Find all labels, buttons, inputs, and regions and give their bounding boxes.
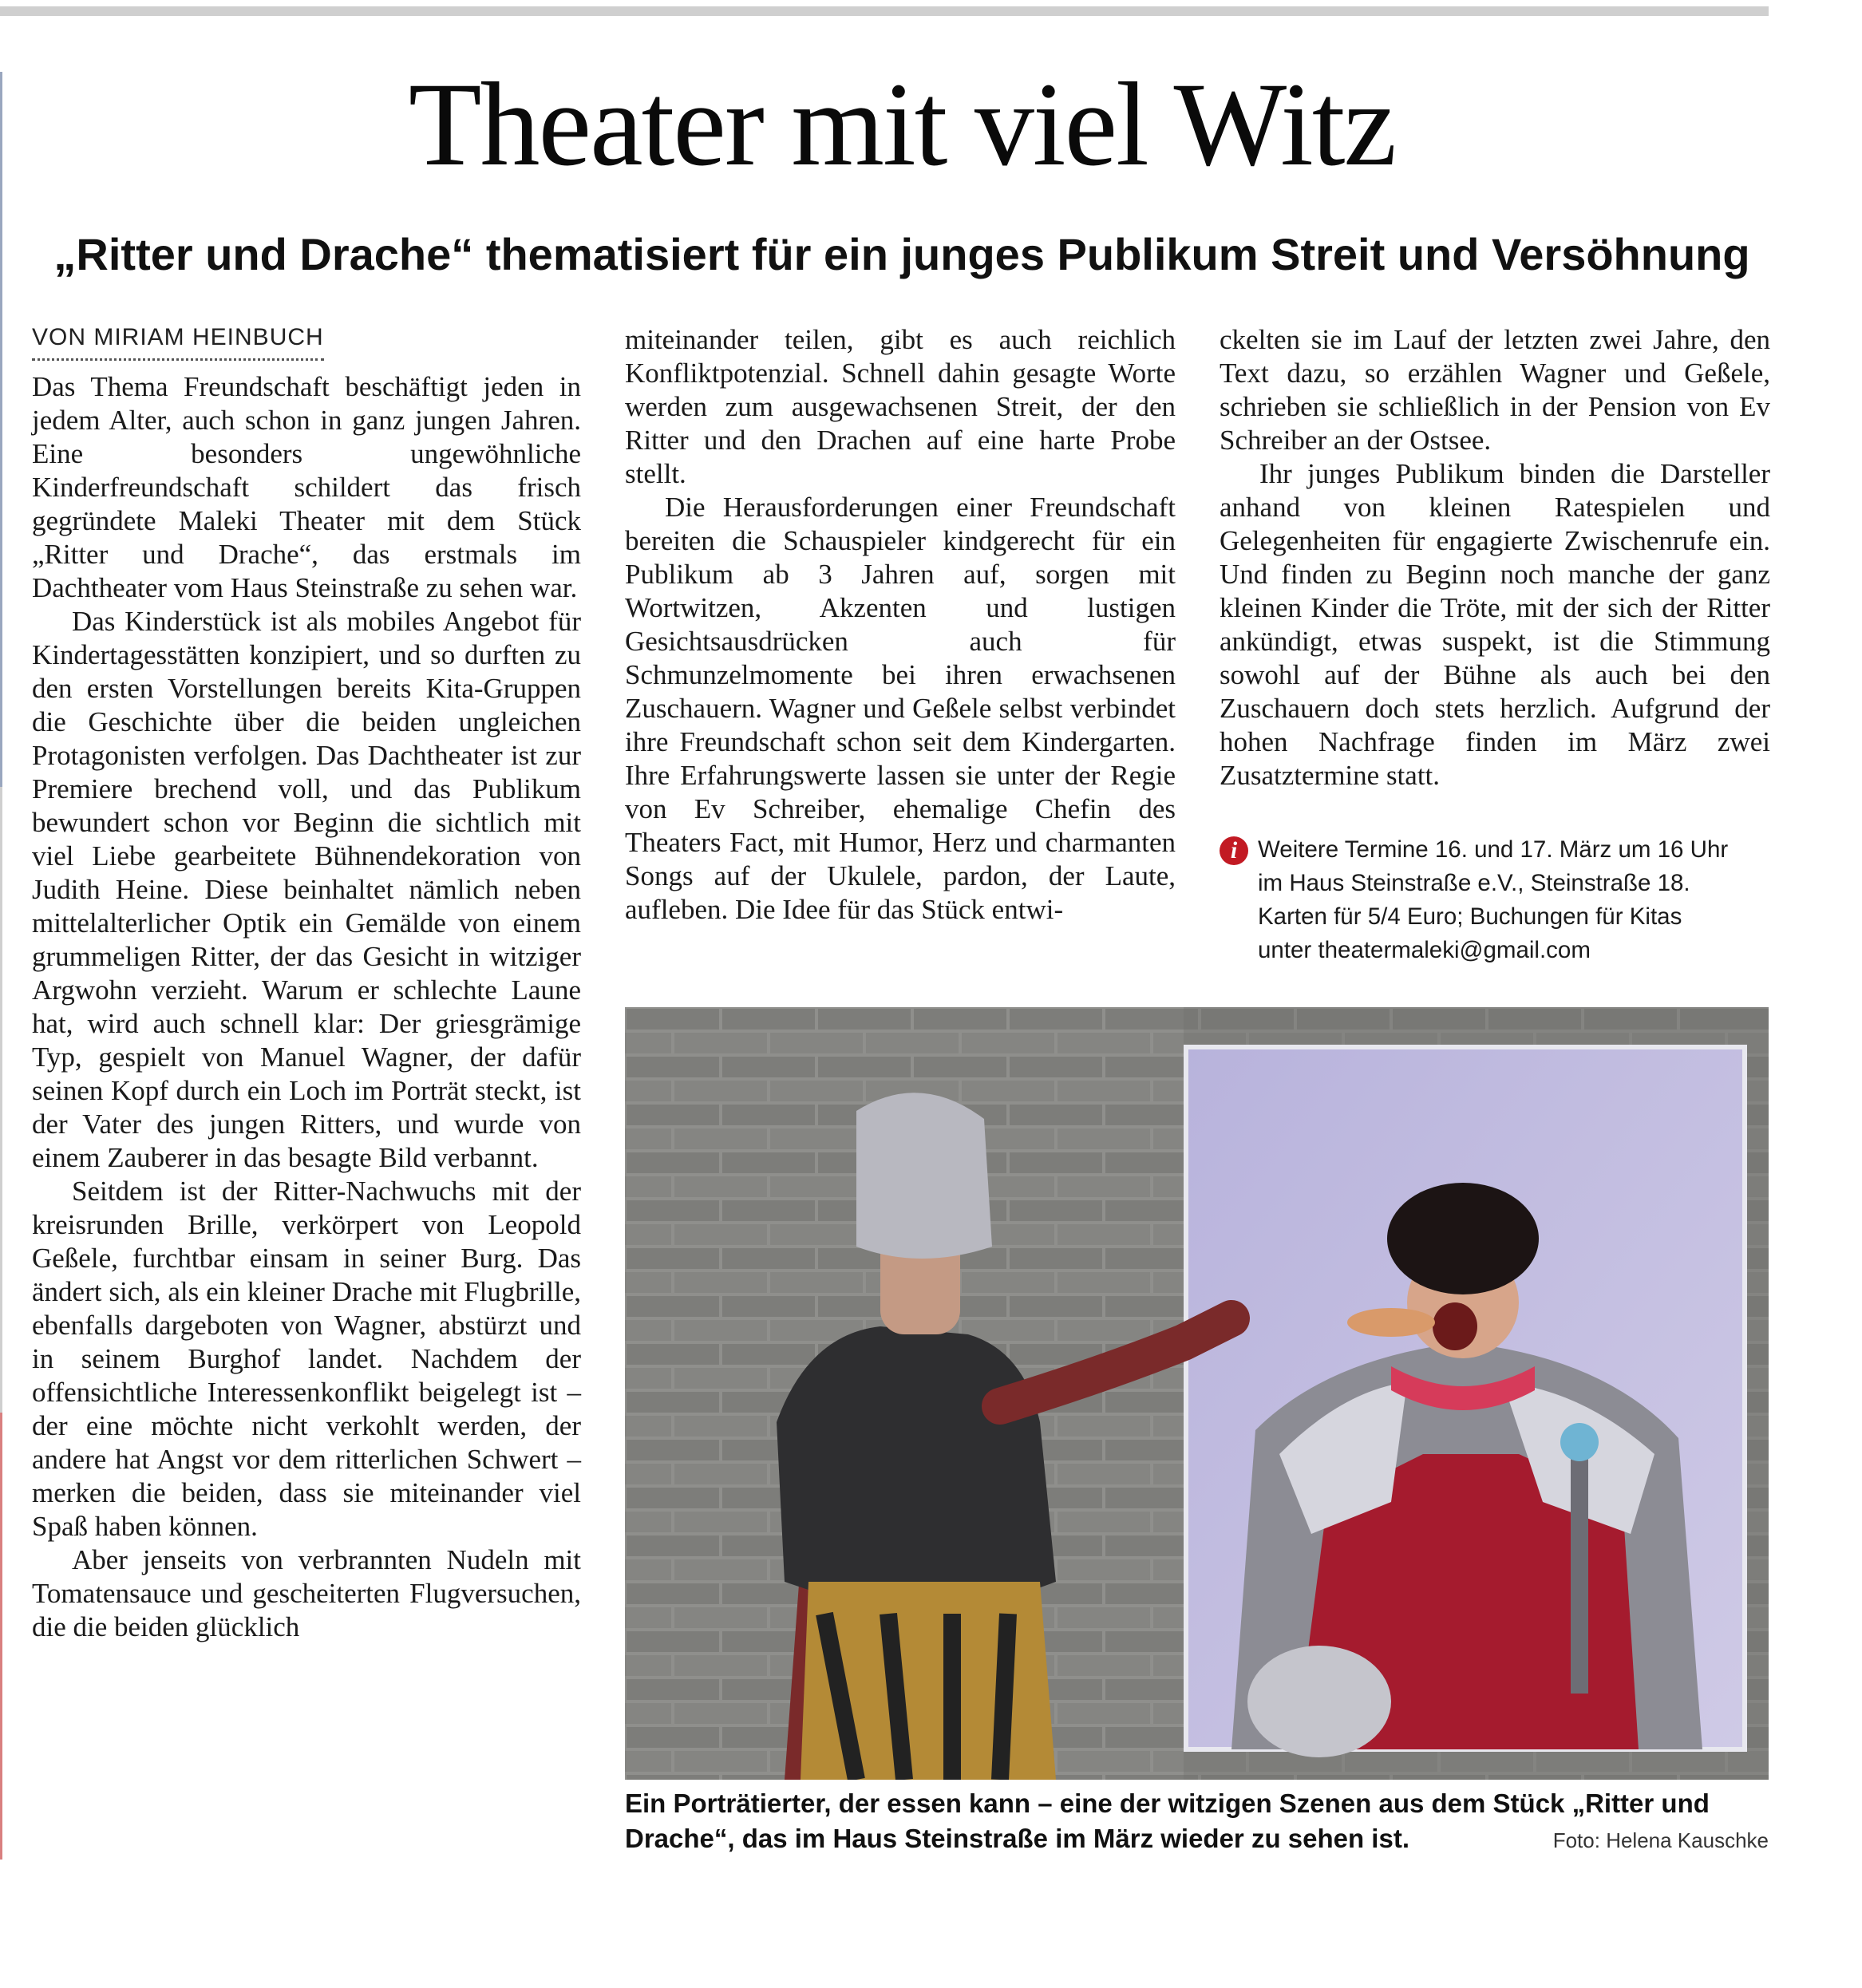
- info-icon: i: [1220, 836, 1248, 865]
- caption-line: Drache“, das im Haus Steinstraße im März wieder zu sehen ist.: [625, 1824, 1409, 1853]
- caption-line: Ein Porträtierter, der essen kann – eine der witzigen Szenen aus dem Stück „Ritter und: [625, 1788, 1710, 1818]
- paragraph: Das Thema Freundschaft beschäftigt jeden in jedem Alter, auch schon in ganz jungen Jahren. Eine besonders ungewöhnliche Kinderfreundschaft schildert das frisch gegründete Maleki Theater mit dem Stück „Ritter und Drache“, das erstmals im Dachtheater vom Haus Steinstraße zu sehen war.: [32, 371, 581, 603]
- info-line: Weitere Termine 16. und 17. März um 16 Uhr: [1258, 836, 1729, 863]
- paragraph: Seitdem ist der Ritter-Nachwuchs mit der kreisrunden Brille, verkörpert von Leopold Geßele, furchtbar einsam in seiner Burg. Das ändert sich, als ein kleiner Drache mit Flugbrille, ebenfalls dargeboten von Wagner, abstürzt und in seinem Burghof landet. Nachdem der offensichtliche Interessenkonflikt beigelegt ist – der eine möchte nicht verkohlt werden, der andere hat Angst vor dem ritterlichen Schwert – merken die beiden, dass sie miteinander viel Spaß haben können.: [32, 1176, 581, 1542]
- left-page-edge: [0, 72, 2, 1860]
- article-photo: [625, 1007, 1769, 1780]
- paragraph: ckelten sie im Lauf der letzten zwei Jahre, den Text dazu, so erzählen Wagner und Geßele, schrieben sie schließlich in der Pension von Ev Schreiber an der Ostsee.: [1220, 324, 1770, 456]
- paragraph: Ihr junges Publikum binden die Darsteller anhand von kleinen Ratespielen und Gelegenheiten für engagierte Zwischenrufe ein. Und finden zu Beginn noch manche der ganz kleinen Kinder die Tröte, mit der sich der Ritter ankündigt, etwas suspekt, ist die Stimmung sowohl auf der Bühne als auch bei den Zuschauern doch stets herzlich. Aufgrund der hohen Nachfrage finden im März zwei Zusatztermine statt.: [1220, 458, 1770, 791]
- painting: [1186, 1047, 1745, 1757]
- paragraph: Das Kinderstück ist als mobiles Angebot für Kindertagesstätten konzipiert, und so durften zu den ersten Vorstellungen bereits Kita-Gruppen die Geschichte über die beiden ungleichen Protagonisten verfolgen. Das Dachtheater ist zur Premiere brechend voll, und das Publikum bewundert schon vor Beginn die sichtlich mit viel Liebe gearbeitete Bühnendekoration von Judith Heine. Diese beinhaltet nämlich neben mittelalterlicher Optik ein Gemälde von einem grummeligen Ritter, der das Gesicht in witziger Argwohn verzieht. Warum er schlechte Laune hat, wird auch schnell klar: Der griesgrämige Typ, gespielt von Manuel Wagner, der dafür seinen Kopf durch ein Loch im Porträt steckt, ist der Vater des jungen Ritters, und wurde von einem Zauberer in das besagte Bild verbannt.: [32, 606, 581, 1173]
- photo-credit: Foto: Helena Kauschke: [1552, 1828, 1769, 1852]
- headline: Theater mit viel Witz: [408, 58, 1396, 191]
- paragraph: miteinander teilen, gibt es auch reichlich Konfliktpotenzial. Schnell dahin gesagte Worte werden zum ausgewachsenen Streit, der den Ritter und den Drachen auf eine harte Probe stellt.: [625, 324, 1176, 489]
- article-column-3: [1220, 323, 1770, 792]
- info-line: im Haus Steinstraße e.V., Steinstraße 18.: [1258, 870, 1690, 896]
- info-email: unter theatermaleki@gmail.com: [1258, 937, 1591, 963]
- paragraph: Aber jenseits von verbrannten Nudeln mit Tomatensauce und gescheiterten Flugversuchen, die die beiden glücklich: [32, 1544, 581, 1642]
- subheadline: „Ritter und Drache“ thematisiert für ein junges Publikum Streit und Versöhnung: [53, 229, 1750, 279]
- paragraph: Die Herausforderungen einer Freundschaft bereiten die Schauspieler kindgerecht für ein Publikum ab 3 Jahren auf, sorgen mit Wortwitzen, Akzenten und lustigen Gesichtsausdrücken auch für Schmunzelmomente bei ihren erwachsenen Zuschauern. Wagner und Geßele selbst verbindet ihre Freundschaft schon seit dem Kindergarten. Ihre Erfahrungswerte lassen sie unter der Regie von Ev Schreiber, ehemalige Chefin des Theaters Fact, mit Humor, Herz und charmanten Songs auf der Ukulele, pardon, der Laute, aufleben. Die Idee für das Stück entwi-: [625, 492, 1176, 925]
- info-box: [1220, 833, 1778, 967]
- top-rule: [0, 6, 1769, 16]
- photo-illustration: [625, 1007, 1769, 1780]
- info-line: Karten für 5/4 Euro; Buchungen für Kitas: [1258, 903, 1682, 930]
- article-column-2: [625, 323, 1176, 927]
- byline: VON MIRIAM HEINBUCH: [32, 320, 324, 361]
- article-column-1: [32, 319, 581, 1644]
